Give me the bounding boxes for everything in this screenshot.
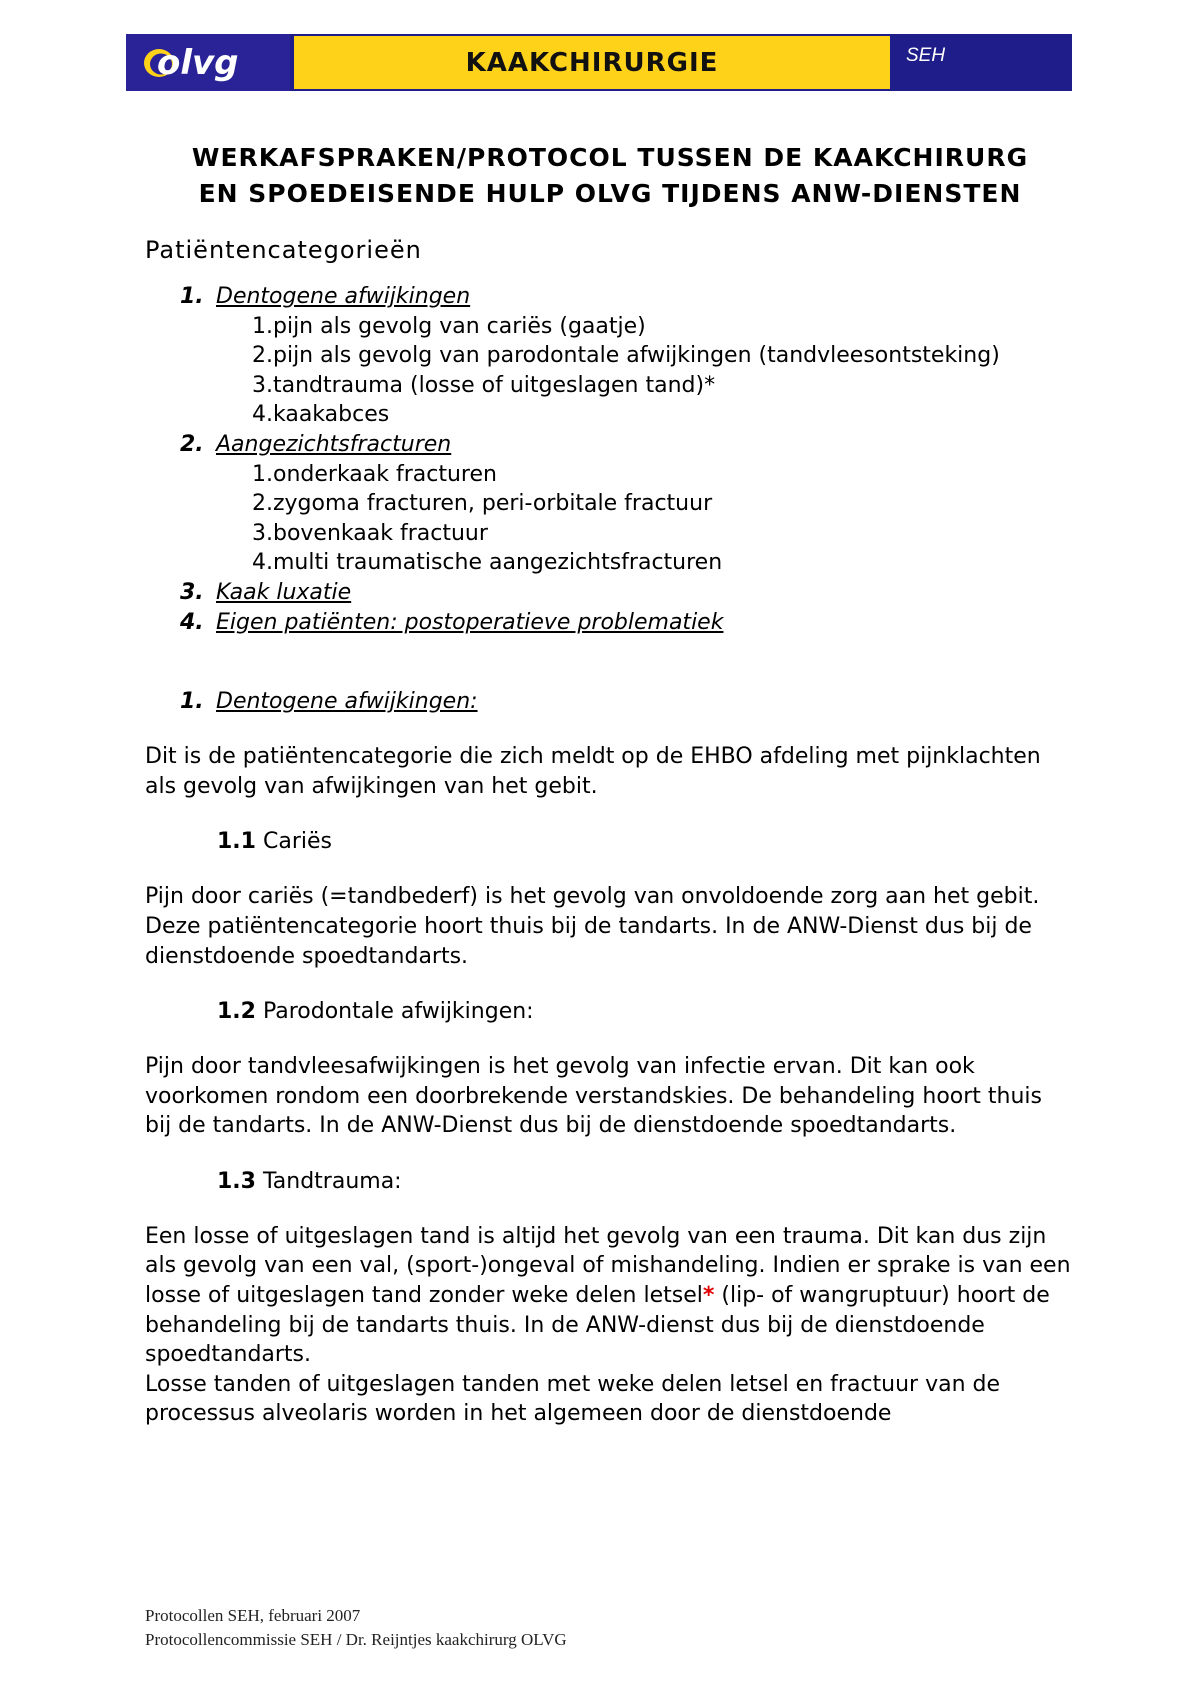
subcategory-item: 4.kaakabces	[252, 402, 390, 428]
title-line-2: EN SPOEDEISENDE HULP OLVG TIJDENS ANW-DIENSTEN	[198, 179, 1022, 208]
subcategory-item: 2.pijn als gevolg van parodontale afwijkingen (tandvleesontsteking)	[252, 343, 1000, 369]
department-tag: SEH	[906, 45, 946, 66]
section-number: 1.	[180, 689, 204, 715]
section-1-intro: Dit is de patiëntencategorie die zich meldt op de EHBO afdeling met pijnklachten als gevolg van afwijkingen van het gebit.	[145, 744, 1041, 799]
subsection-label: Tandtrauma:	[255, 1168, 402, 1194]
subsection-number: 1.1	[217, 829, 256, 855]
section-1-heading	[180, 689, 1075, 714]
subsection-1-3-text	[145, 1222, 1075, 1429]
document-title	[145, 140, 1075, 212]
subsection-label: Cariës	[255, 829, 332, 855]
category-2	[180, 430, 1075, 460]
asterisk-marker: *	[702, 1283, 715, 1309]
category-4	[180, 608, 1075, 638]
category-1	[180, 282, 1075, 312]
subsection-1-1-heading	[217, 829, 1075, 854]
olvg-logo	[126, 34, 290, 91]
paragraph-text: (lip- of wangruptuur) hoort de behandeling bij de tandarts thuis. In de ANW-dienst dus bij de dienstdoende spoedtandarts.	[145, 1283, 1050, 1368]
subcategory-item: 4.multi traumatische aangezichtsfracturen	[252, 550, 723, 576]
category-number: 2.	[180, 431, 204, 457]
subsection-number: 1.2	[217, 999, 256, 1025]
subsection-number: 1.3	[217, 1168, 256, 1194]
document-body	[145, 140, 1075, 1429]
category-number: 1.	[180, 284, 204, 309]
subsection-1-1-text: Pijn door cariës (=tandbederf) is het gevolg van onvoldoende zorg aan het gebit. Deze patiëntencategorie hoort thuis bij de tandarts. In de ANW-Dienst dus bij de dienstdoende spoedtandarts.	[145, 884, 1040, 969]
subcategory-item: 3.tandtrauma (losse of uitgeslagen tand)*	[252, 372, 716, 398]
title-line-1: WERKAFSPRAKEN/PROTOCOL TUSSEN DE KAAKCHIRURG	[191, 143, 1029, 172]
category-label: Eigen patiënten: postoperatieve problematiek	[216, 609, 724, 635]
category-label: Aangezichtsfracturen	[216, 431, 452, 457]
svg-text:olvg: olvg	[157, 42, 239, 83]
subcategory-item: 1.onderkaak fracturen	[252, 461, 497, 487]
subsection-label: Parodontale afwijkingen:	[255, 999, 534, 1025]
category-label: Kaak luxatie	[216, 579, 352, 605]
document-header	[126, 34, 1072, 91]
footer-line-2: Protocollencommissie SEH / Dr. Reijntjes kaakchirurg OLVG	[145, 1630, 567, 1649]
paragraph-text: Een losse of uitgeslagen tand is altijd het gevolg van een trauma. Dit kan dus zijn als gevolg van een val, (sport-)ongeval of mishandeling. Indien er sprake is van een losse of uitgeslagen tand zonder weke delen letsel	[145, 1223, 1071, 1309]
section-subheading: Patiëntencategorieën	[145, 236, 422, 264]
subcategory-item: 3.bovenkaak fractuur	[252, 520, 488, 546]
subcategory-item: 1.pijn als gevolg van cariës (gaatje)	[252, 313, 646, 339]
subsection-1-2-text: Pijn door tandvleesafwijkingen is het gevolg van infectie ervan. Dit kan ook voorkomen rondom een doorbrekende verstandskies. De behandeling hoort thuis bij de tandarts. In de ANW-Dienst dus bij de dienstdoende spoedtandarts.	[145, 1054, 1042, 1139]
subsection-1-2-heading	[217, 999, 1075, 1024]
section-label: Dentogene afwijkingen:	[216, 689, 478, 715]
page-footer	[145, 1604, 567, 1652]
department-banner: KAAKCHIRURGIE	[294, 36, 890, 89]
category-3	[180, 578, 1075, 608]
category-number: 3.	[180, 579, 204, 605]
subsection-1-3-heading	[217, 1169, 1075, 1194]
paragraph-text: Losse tanden of uitgeslagen tanden met weke delen letsel en fractuur van de processus alveolaris worden in het algemeen door de dienstdoende	[145, 1371, 1001, 1427]
category-label: Dentogene afwijkingen	[216, 284, 471, 309]
category-list	[180, 282, 1075, 637]
olvg-logo-mark	[143, 38, 273, 88]
footer-line-1: Protocollen SEH, februari 2007	[145, 1606, 361, 1625]
category-number: 4.	[180, 609, 204, 635]
subcategory-item: 2.zygoma fracturen, peri-orbitale fractuur	[252, 491, 713, 517]
